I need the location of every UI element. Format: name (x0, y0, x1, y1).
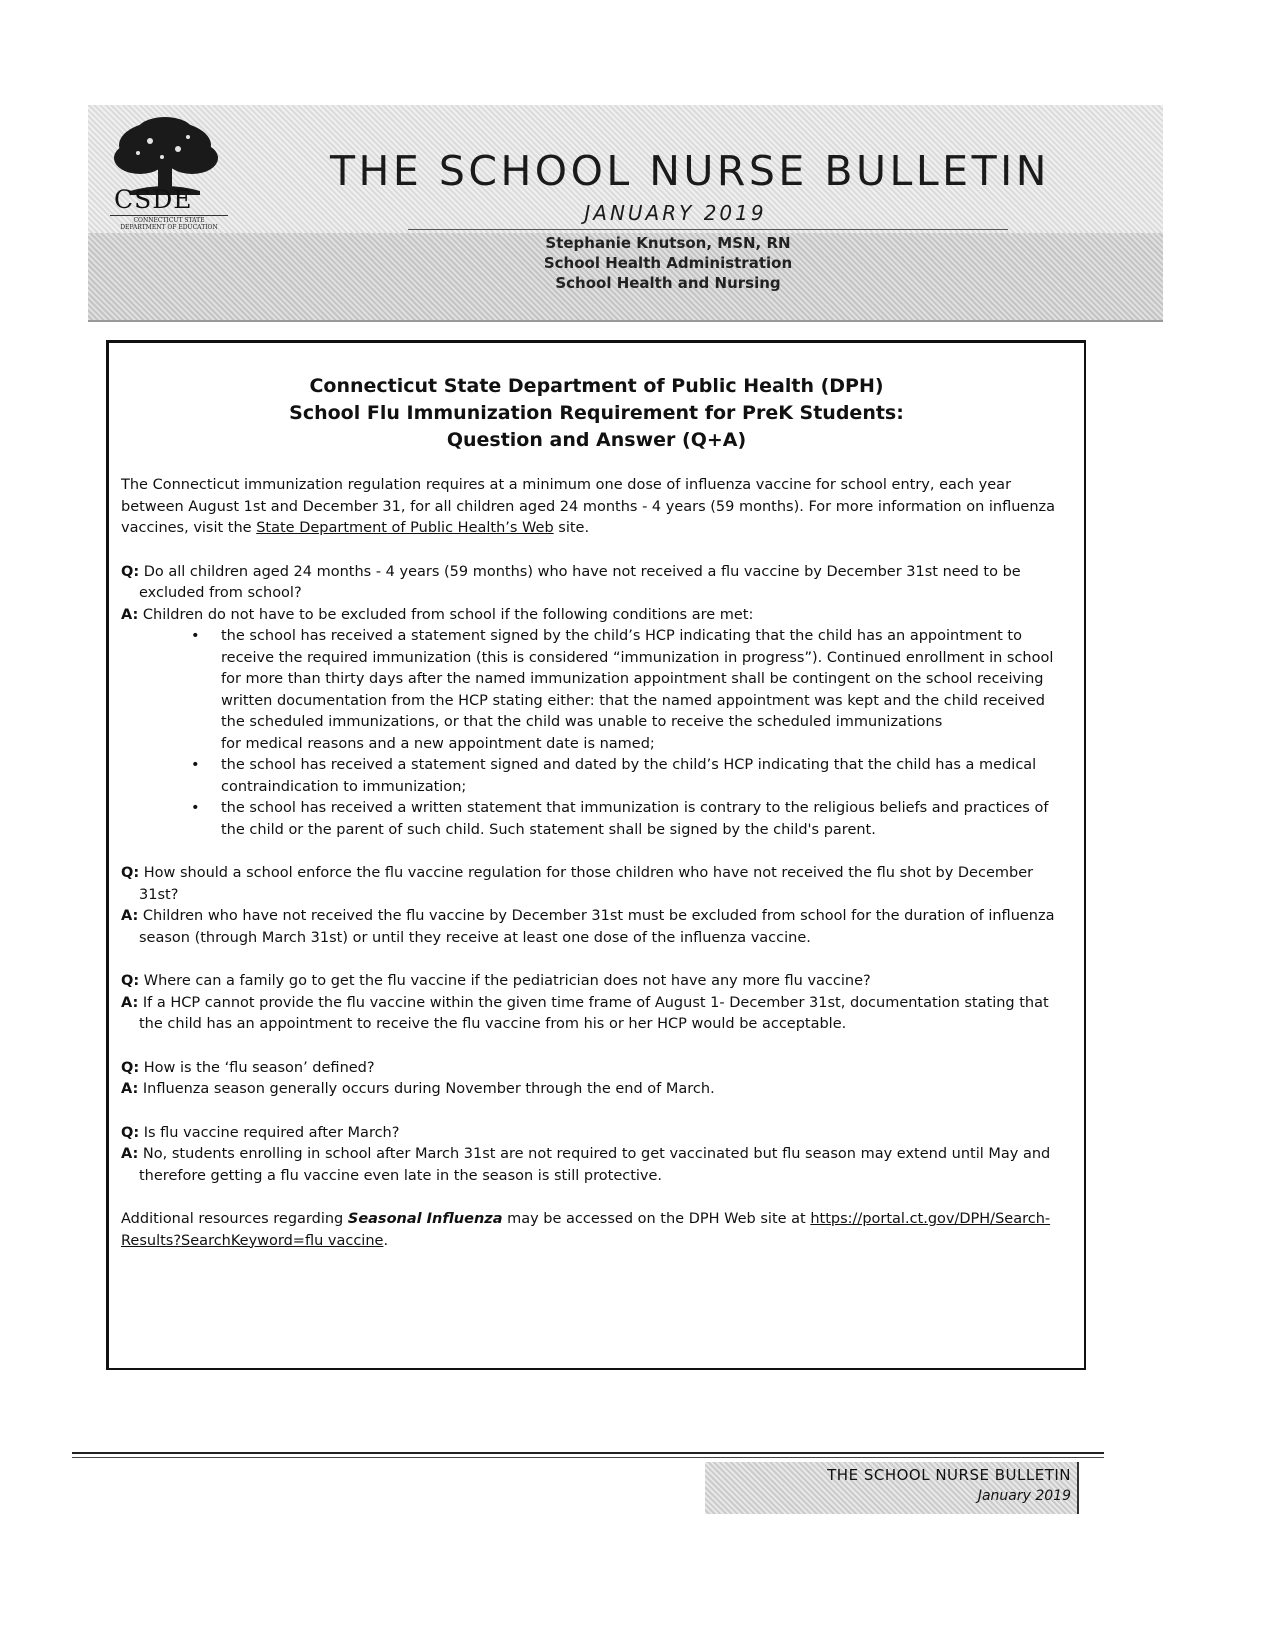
answer-text: Children who have not received the flu vaccine by December 31st must be excluded from school for the duration of influenza season (through March 31st) or until they receive at least one dose of the influenza vaccine. (139, 908, 1055, 946)
question-label: Q: (121, 865, 140, 881)
qa-item (121, 863, 1071, 949)
article-title (109, 373, 1084, 454)
author-block (388, 233, 948, 293)
footer-rule (72, 1452, 1104, 1454)
list-item-continuation: for medical reasons and a new appointment date is named; (221, 735, 655, 752)
footer-title: THE SCHOOL NURSE BULLETIN (827, 1466, 1071, 1484)
answer-label: A: (121, 1081, 139, 1097)
qa-item (121, 1123, 1071, 1188)
qa-item (121, 971, 1071, 1036)
answer (121, 605, 1071, 627)
footer-date: January 2019 (977, 1488, 1071, 1504)
list-item: • the school has received a written statement that immunization is contrary to the religious beliefs and practices of the child or the parent of such child. Such statement shall be signed by the child's parent. (221, 798, 1071, 841)
resources-end: . (383, 1232, 389, 1249)
question (121, 562, 1071, 605)
logo-text: CSDE (114, 185, 193, 214)
question (121, 1058, 1071, 1080)
question (121, 971, 1071, 993)
list-item: • the school has received a statement signed and dated by the child’s HCP indicating that the child has a medical contraindication to immunization; (221, 755, 1071, 798)
condition-list (121, 626, 1071, 841)
answer-label: A: (121, 908, 139, 924)
intro-paragraph (121, 475, 1071, 540)
answer (121, 1144, 1071, 1187)
question-text: Is flu vaccine required after March? (143, 1124, 400, 1141)
article-title-line: Question and Answer (Q+A) (446, 429, 747, 451)
qa-article-box (106, 340, 1086, 1370)
answer (121, 993, 1071, 1036)
qa-item (121, 1058, 1071, 1101)
bulletin-header (88, 105, 1163, 322)
bulletin-title: THE SCHOOL NURSE BULLETIN (330, 147, 1050, 195)
dph-web-site-link[interactable]: State Department of Public Health’s Web (256, 520, 554, 536)
list-item (221, 626, 1071, 755)
question-text: How is the ‘flu season’ defined? (143, 1059, 375, 1076)
author-line: School Health Administration (543, 254, 793, 272)
dph-flu-vaccine-link[interactable]: https://portal.ct.gov/DPH/Search-Results?SearchKeyword=flu vaccine (121, 1211, 1051, 1249)
question (121, 1123, 1071, 1145)
qa-item (121, 562, 1071, 842)
question-label: Q: (121, 973, 140, 989)
question-text: How should a school enforce the flu vaccine regulation for those children who have not received the flu shot by December 31st? (139, 865, 1034, 903)
footer-rule (72, 1457, 1104, 1458)
resources-text: may be accessed on the DPH Web site at (502, 1211, 811, 1227)
header-divider (408, 229, 1008, 230)
resources-topic: Seasonal Influenza (347, 1211, 503, 1227)
answer-text: Influenza season generally occurs during November through the end of March. (142, 1081, 715, 1097)
question-label: Q: (121, 563, 140, 580)
author-line: School Health and Nursing (555, 274, 781, 292)
bulletin-date: JANUARY 2019 (584, 201, 767, 225)
article-title-line: Connecticut State Department of Public Health (DPH) (309, 375, 884, 397)
resources-text: Additional resources regarding (121, 1211, 348, 1227)
answer-label: A: (121, 994, 139, 1011)
question-label: Q: (121, 1124, 140, 1141)
answer-text: If a HCP cannot provide the flu vaccine within the given time frame of August 1- December 31st, documentation stating that the child has an appointment to receive the flu vaccine from his or her HCP would be acceptable. (139, 994, 1049, 1032)
footer-badge (705, 1462, 1079, 1514)
question (121, 863, 1071, 906)
article-title-line: School Flu Immunization Requirement for PreK Students: (289, 402, 904, 424)
resources-paragraph (121, 1209, 1071, 1252)
intro-end: site. (553, 520, 590, 536)
logo-subtitle-line: CONNECTICUT STATE (133, 217, 205, 224)
answer-label: A: (121, 606, 139, 623)
author-line: Stephanie Knutson, MSN, RN (545, 234, 791, 252)
answer-text: Children do not have to be excluded from school if the following conditions are met: (142, 606, 754, 623)
answer (121, 1079, 1071, 1101)
answer-text: No, students enrolling in school after March 31st are not required to get vaccinated but flu season may extend until May and therefore getting a flu vaccine even late in the season is still protective. (139, 1146, 1051, 1184)
logo-subtitle-line: DEPARTMENT OF EDUCATION (120, 224, 218, 231)
list-item-text: the school has received a statement signed by the child’s HCP indicating that the child has an appointment to receive the required immunization (this is considered “immunization in progress”). Continued enrollment in school for more than thirty days after the named immunization appointment shall be contingent on the school receiving written documentation from the HCP stating either: that the named appointment was kept and the child received the scheduled immunizations, or that the child was unable to receive the scheduled immunizations (221, 628, 1054, 730)
answer-label: A: (121, 1146, 139, 1162)
article-content (121, 475, 1071, 1252)
question-text: Where can a family go to get the flu vaccine if the pediatrician does not have any more flu vaccine? (143, 973, 871, 989)
answer (121, 906, 1071, 949)
intro-text: The Connecticut immunization regulation requires at a minimum one dose of influenza vaccine for school entry, each year between August 1st and December 31, for all children aged 24 months - 4 years (59 months). For more information on influenza vaccines, visit the (121, 477, 1056, 536)
question-text: Do all children aged 24 months - 4 years (59 months) who have not received a flu vaccine by December 31st need to be excluded from school? (139, 563, 1021, 601)
question-label: Q: (121, 1059, 140, 1076)
